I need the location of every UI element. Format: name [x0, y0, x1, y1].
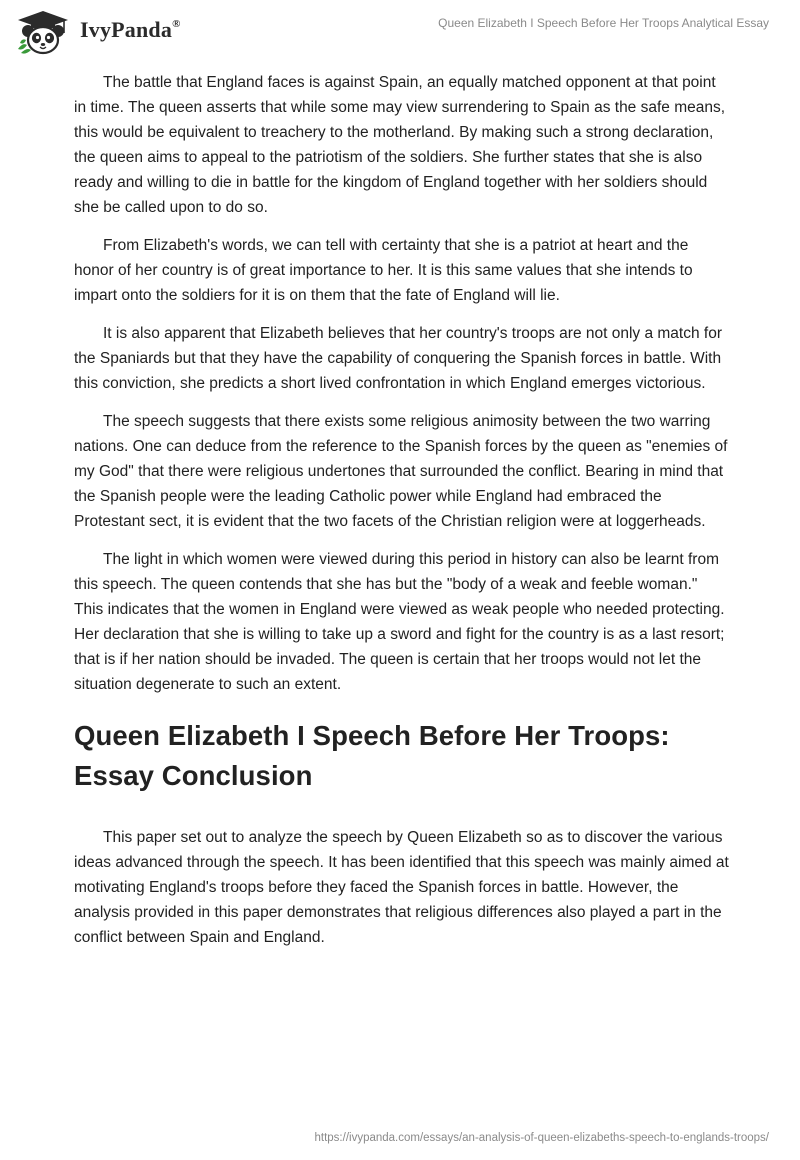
essay-content — [74, 70, 730, 963]
essay-paragraph: The light in which women were viewed during this period in history can also be learnt from this speech. The queen contends that she has but the "body of a weak and feeble woman." This indicates that the women in England were viewed as weak people who needed protecting. Her declaration that she is willing to take up a sword and fight for the country is as a last resort; that is if her nation should be invaded. The queen is certain that her troops would not let the situation degenerate to such an extent. — [74, 551, 725, 693]
brand-name-text: IvyPanda — [80, 17, 173, 42]
essay-paragraph: The battle that England faces is against Spain, an equally matched opponent at that point in time. The queen asserts that while some may view surrendering to Spain as the safe means, this would be equivalent to treachery to the motherland. By making such a strong declaration, the queen aims to appeal to the patriotism of the soldiers. She further states that she is also ready and willing to die in battle for the kingdom of England together with her soldiers should she be called upon to do so. — [74, 74, 726, 216]
conclusion-paragraph: This paper set out to analyze the speech by Queen Elizabeth so as to discover the various ideas advanced through the speech. It has been identified that this speech was mainly aimed at motivating England's troops before they faced the Spanish forces in battle. However, the analysis provided in this paper demonstrates that religious differences also played a part in the conflict between Spain and England. — [74, 829, 729, 946]
page-header — [0, 0, 800, 64]
essay-paragraph: It is also apparent that Elizabeth believes that her country's troops are not only a match for the Spaniards but that they have the capability of conquering the Spanish forces in battle. With this conviction, she predicts a short lived confrontation in which England emerges victorious. — [74, 325, 722, 392]
essay-paragraph: From Elizabeth's words, we can tell with certainty that she is a patriot at heart and the honor of her country is of great importance to her. It is this same values that she intends to impart onto the soldiers for it is on them that the fate of England will lie. — [74, 237, 693, 304]
brand-name[interactable] — [80, 17, 181, 43]
document-title: Queen Elizabeth I Speech Before Her Troops Analytical Essay — [438, 16, 769, 30]
registered-mark: ® — [172, 17, 181, 30]
source-url-link[interactable]: https://ivypanda.com/essays/an-analysis-of-queen-elizabeths-speech-to-englands-troops/ — [314, 1132, 769, 1144]
ivypanda-logo-icon[interactable] — [14, 9, 72, 55]
essay-paragraph: The speech suggests that there exists some religious animosity between the two warring nations. One can deduce from the reference to the Spanish forces by the queen as "enemies of my God" that there were religious undertones that surrounded the conflict. Bearing in mind that the Spanish people were the leading Catholic power while England had embraced the Protestant sect, it is evident that the two facets of the Christian religion were at loggerheads. — [74, 413, 728, 530]
section-heading: Queen Elizabeth I Speech Before Her Troops: Essay Conclusion — [74, 720, 670, 791]
